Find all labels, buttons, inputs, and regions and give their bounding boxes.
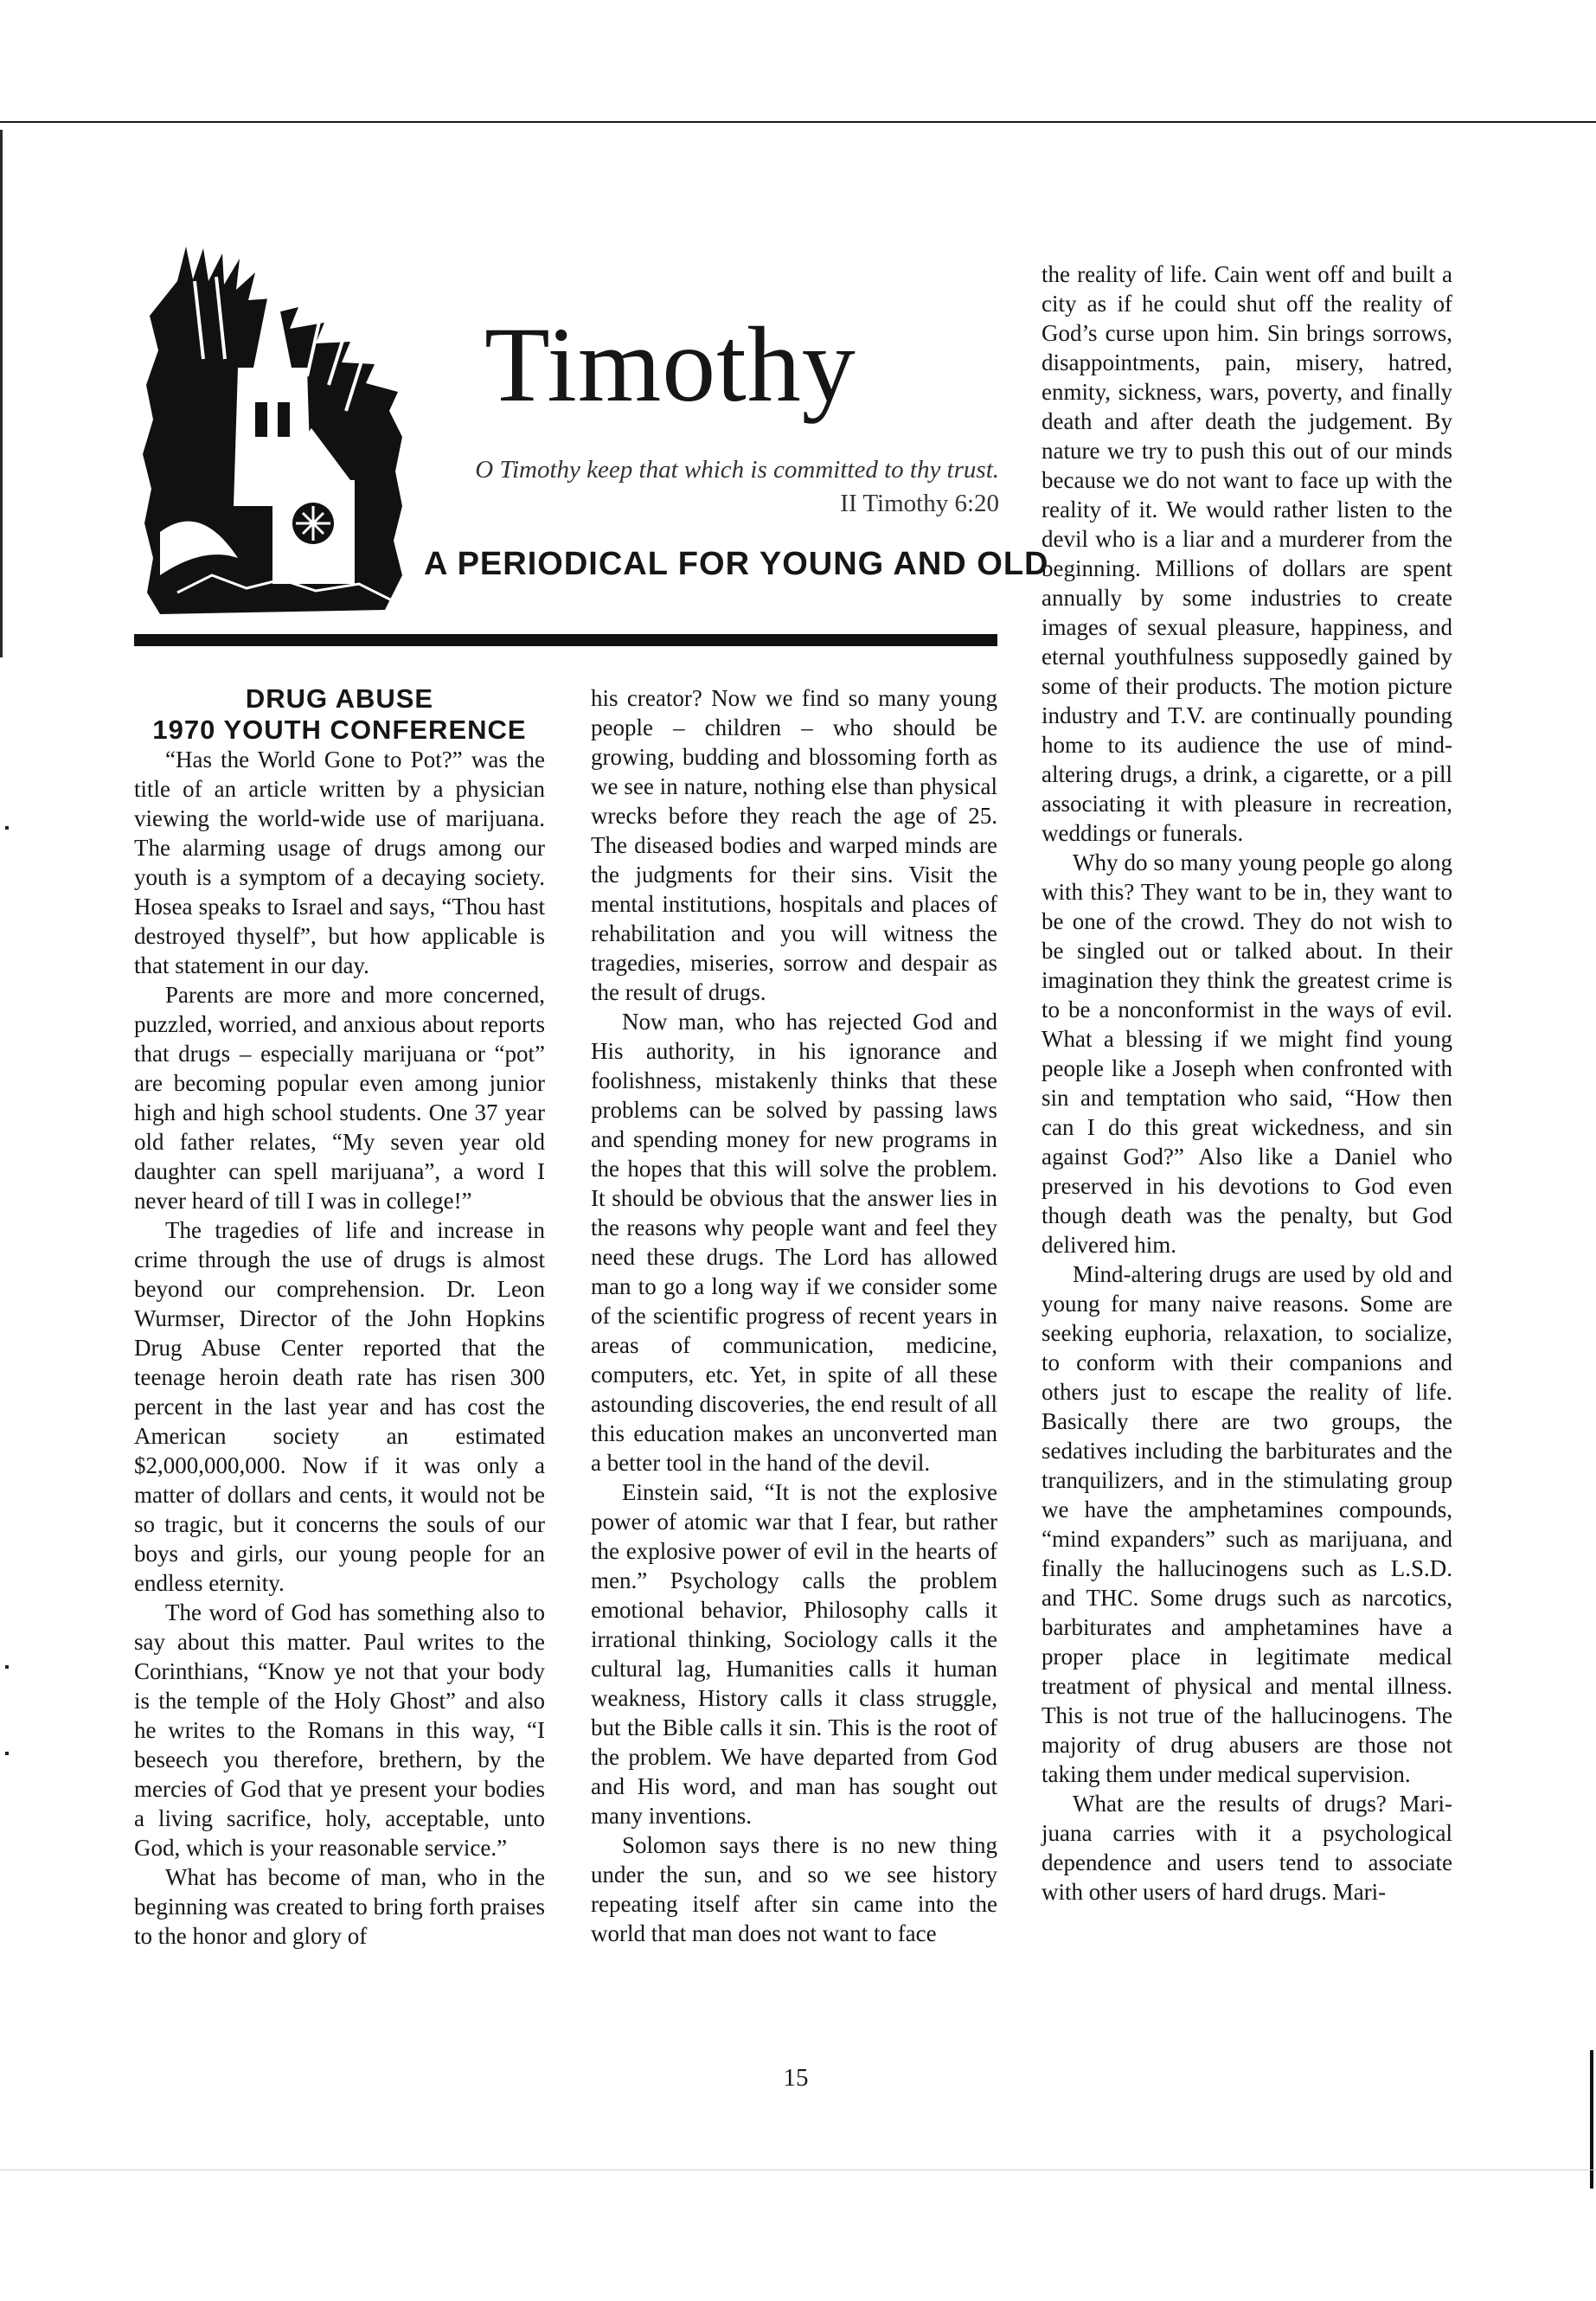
paragraph: Einstein said, “It is not the explosive power of atomic war that I fear, but rather the explosive power of evil in the hearts of men.” Psychology calls the problem emotional behavior, Philosophy calls it irrational thinking, Sociology calls it the cultural lag, Humanities calls it human weakness, History calls it class struggle, but the Bible calls it sin. This is the root of the problem. We have departed from God and His word, and man has sought out many inventions. <box>591 1479 997 1829</box>
paragraph: The word of God has something also to say about this matter. Paul writes to the Corinthians, “Know ye not that your body is the temple of the Holy Ghost” and also he writes to the Romans in this way, “I beseech you therefore, brethern, by the mercies of God that ye present your bodies a living sacrifice, holy, acceptable, unto God, which is your reasonable service.” <box>134 1599 545 1861</box>
paragraph: Parents are more and more concerned, puzzled, worried, and anxious about reports that drugs – especially marijuana or “pot” are becoming popular even among junior high and high school students. One 37 year old father relates, “My seven year old daughter can spell marijuana”, a word I never heard of till I was in college!” <box>134 982 545 1214</box>
paragraph: Why do so many young people go along with this? They want to be in, they want to be one of the crowd. They do not wish to be singled out or talked about. In their imagination they think the greatest crime is to be a nonconformist in the ways of evil. What a blessing if we might find young people like a Joseph when confronted with sin and temptation who said, “How then can I do this great wickedness, and sin against God?” Also like a Daniel who preserved in his devotions to God even though death was the penalty, but God delivered him. <box>1042 849 1452 1258</box>
church-steeple-woodcut-icon <box>143 247 407 619</box>
paragraph: Mind-altering drugs are used by old and young for many naive reasons. Some are seeking euphoria, relaxation, to socialize, to conform with their companions and others just to escape the reality of life. Basically there are two groups, the sedatives including the barbiturates and the tranquilizers, and in the stimulating group we have the amphetamines compounds, “mind expanders” such as marijuana, and finally the hallucinogens such as L.S.D. and THC. Some drugs such as narcotics, barbiturates and amphetamines have a proper place in legitimate medical treatment of physical and mental illness. This is not true of the hallucinogens. The majority of drug abusers are those not taking them under medical supervision. <box>1042 1261 1452 1787</box>
scan-edge-right <box>1590 2050 1593 2189</box>
paragraph: What are the results of drugs? Marijuana carries with it a psychological dependence and users tend to associate with other users of hard drugs. Mari- <box>1042 1791 1452 1905</box>
article-column-1 <box>134 745 545 1951</box>
scan-edge-left <box>0 130 3 657</box>
masthead-verse-reference: II Timothy 6:20 <box>840 490 999 517</box>
masthead-divider <box>134 634 997 646</box>
paragraph: “Has the World Gone to Pot?” was the title of an article written by a physician viewing the world-wide use of marijuana. The alarming usage of drugs among our youth is a symptom of a decaying society. Hosea speaks to Israel and says, “Thou hast destroyed thyself”, but how applicable is that statement in our day. <box>134 747 545 978</box>
paragraph: Solomon says there is no new thing under the sun, and so we see history repeating itself after sin came into the world that man does not want to face <box>591 1832 997 1946</box>
masthead-verse: O Timothy keep that which is committed to thy trust. <box>475 456 999 484</box>
paragraph: What has become of man, who in the beginning was created to bring forth praises to the honor and glory of <box>134 1864 545 1949</box>
masthead-subtitle: A PERIODICAL FOR YOUNG AND OLD <box>424 546 1049 582</box>
paragraph: Now man, who has rejected God and His authority, in his ignorance and foolishness, mistakenly thinks that these problems can be solved by passing laws and spending money for new programs in the hopes that this will solve the problem. It should be obvious that the answer lies in the reasons why people want and feel they need these drugs. The Lord has allowed man to go a long way if we consider some of the scientific progress of recent years in areas of communication, medicine, computers, etc. Yet, in spite of all these astounding discoveries, the end result of all this education makes an unconverted man a better tool in the hand of the devil. <box>591 1009 997 1476</box>
article-column-3 <box>1042 260 1452 1907</box>
paragraph: The tragedies of life and increase in crime through the use of drugs is almost beyond our comprehension. Dr. Leon Wurmser, Director of the John Hopkins Drug Abuse Center reported that the teenage heroin death rate has risen 300 percent in the last year and has cost the American society an estimated $2,000,000,000. Now if it was only a matter of dollars and cents, it would not be so tragic, but it concerns the souls of our boys and girls, our young people for an endless eternity. <box>134 1217 545 1596</box>
masthead-title: Timothy <box>484 305 856 424</box>
article-heading <box>134 683 545 746</box>
margin-mark <box>5 1665 9 1669</box>
scan-edge-top <box>0 121 1596 123</box>
article-heading-line1: DRUG ABUSE <box>245 683 434 714</box>
margin-mark <box>5 826 9 830</box>
article-column-2 <box>591 683 997 1948</box>
article-heading-line2: 1970 YOUTH CONFERENCE <box>152 715 527 745</box>
page-number: 15 <box>783 2064 809 2092</box>
paragraph: his creator? Now we find so many young people – children – who should be growing, budding and blossoming forth as we see in nature, nothing else than physical wrecks before they reach the age of 25. The diseased bodies and warped minds are the judgments for their sins. Visit the mental institutions, hospitals and places of rehabilitation and you will witness the tragedies, miseries, sorrow and despair as the result of drugs. <box>591 685 997 1005</box>
paragraph: the reality of life. Cain went off and built a city as if he could shut off the reality of God’s curse upon him. Sin brings sorrows, disappointments, pain, misery, hatred, enmity, sickness, wars, poverty, and finally death and after death the judgement. By nature we try to push this out of our minds because we do not want to face up with the reality of it. We would rather listen to the devil who is a liar and a murderer from the beginning. Millions of dollars are spent annually by some industries to create images of sexual pleasure, happiness, and eternal youthfulness supposedly gained by some of their products. The motion picture industry and T.V. are continually pounding home to its audience the use of mind-altering drugs, a drink, a cigarette, or a pill associating it with pleasure in recreation, weddings or funerals. <box>1042 261 1452 846</box>
margin-mark <box>5 1752 9 1755</box>
